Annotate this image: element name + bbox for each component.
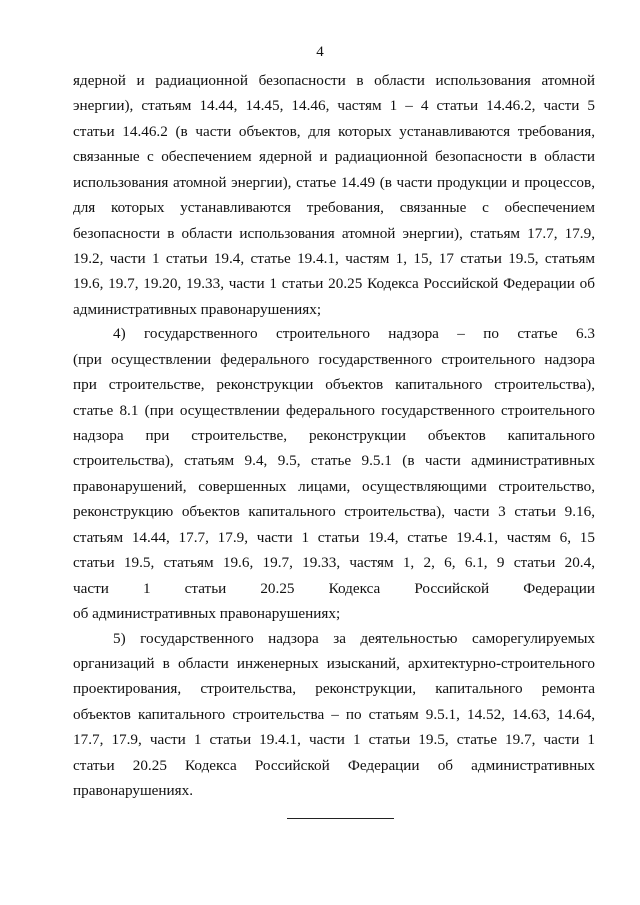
paragraph-1-line-3: статьи 14.46.2 (в части объектов, для которых устанавливаются требования, xyxy=(73,123,595,140)
paragraph-3-line-3: проектирования, строительства, реконструкции, капитального ремонта xyxy=(73,680,595,697)
paragraph-2-line-5: надзора при строительстве, реконструкции объектов капитального xyxy=(73,427,595,444)
paragraph-2-line-11: части 1 статьи 20.25 Кодекса Российской Федерации xyxy=(73,580,595,597)
paragraph-1-line-8: 19.2, части 1 статьи 19.4, статье 19.4.1, частям 1, 15, 17 статьи 19.5, статьям xyxy=(73,250,595,267)
paragraph-3-line-6: статьи 20.25 Кодекса Российской Федерации об административных xyxy=(73,757,595,774)
paragraph-2-line-8: реконструкцию объектов капитального строительства), части 3 статьи 9.16, xyxy=(73,503,595,520)
paragraph-3-line-4: объектов капитального строительства – по статьям 9.5.1, 14.52, 14.63, 14.64, xyxy=(73,706,595,723)
paragraph-1-line-4: связанные с обеспечением ядерной и радиационной безопасности в области xyxy=(73,148,595,165)
paragraph-2-line-3: при строительстве, реконструкции объектов капитального строительства), xyxy=(73,376,595,393)
paragraph-3-line-2: организаций в области инженерных изысканий, архитектурно-строительного xyxy=(73,655,595,672)
end-separator-line xyxy=(287,818,394,819)
paragraph-2-line-12: об административных правонарушениях; xyxy=(73,605,341,622)
page-number: 4 xyxy=(316,44,324,60)
paragraph-1-line-2: энергии), статьям 14.44, 14.45, 14.46, частям 1 – 4 статьи 14.46.2, части 5 xyxy=(73,97,595,114)
paragraph-1-line-5: использования атомной энергии), статье 14.49 (в части продукции и процессов, xyxy=(73,174,595,191)
paragraph-2-line-9: статьям 14.44, 17.7, 17.9, части 1 статьи 19.4, статье 19.4.1, частям 6, 15 xyxy=(73,529,595,546)
paragraph-2-line-4: статье 8.1 (при осуществлении федерального государственного строительного xyxy=(73,402,595,419)
paragraph-1-line-9: 19.6, 19.7, 19.20, 19.33, части 1 статьи 20.25 Кодекса Российской Федерации об xyxy=(73,275,595,292)
paragraph-3-line-1: 5) государственного надзора за деятельностью саморегулируемых xyxy=(113,630,595,647)
paragraph-2-line-1: 4) государственного строительного надзора – по статье 6.3 xyxy=(113,325,595,342)
paragraph-1-line-6: для которых устанавливаются требования, связанные с обеспечением xyxy=(73,199,595,216)
paragraph-3-line-5: 17.7, 17.9, части 1 статьи 19.4.1, части 1 статьи 19.5, статье 19.7, части 1 xyxy=(73,731,595,748)
paragraph-2-line-7: правонарушений, совершенных лицами, осуществляющими строительство, xyxy=(73,478,595,495)
paragraph-3-line-7: правонарушениях. xyxy=(73,782,194,799)
paragraph-1-line-10: административных правонарушениях; xyxy=(73,301,322,318)
paragraph-1-line-7: безопасности в области использования атомной энергии), статьям 17.7, 17.9, xyxy=(73,225,595,242)
paragraph-2-line-6: строительства), статьям 9.4, 9.5, статье 9.5.1 (в части административных xyxy=(73,452,595,469)
paragraph-2-line-2: (при осуществлении федерального государственного строительного надзора xyxy=(73,351,595,368)
paragraph-1-line-1: ядерной и радиационной безопасности в области использования атомной xyxy=(73,72,595,89)
paragraph-2-line-10: статьи 19.5, статьям 19.6, 19.7, 19.33, частям 1, 2, 6, 6.1, 9 статьи 20.4, xyxy=(73,554,595,571)
